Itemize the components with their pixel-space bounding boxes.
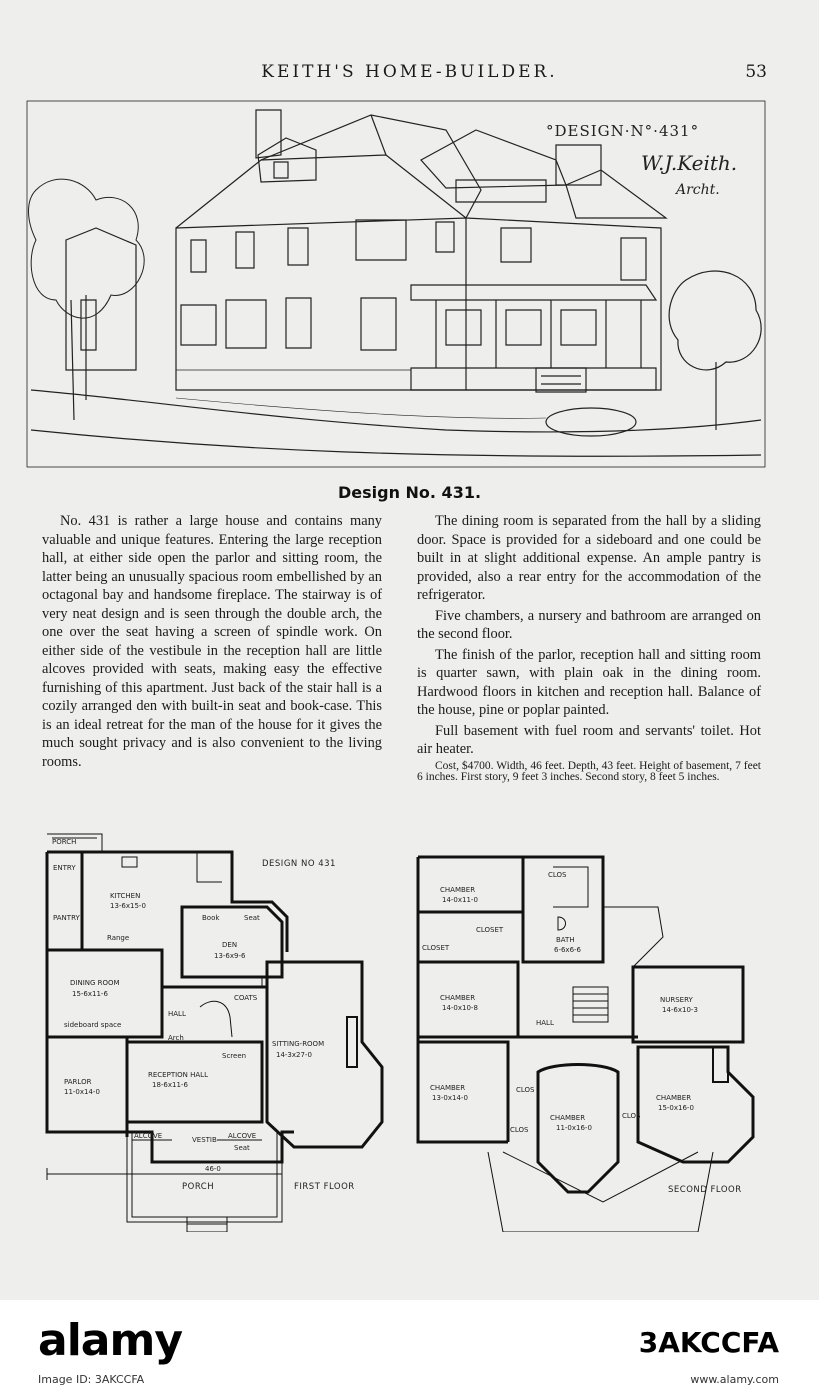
- arch-label: Arch: [168, 1034, 184, 1042]
- vestibule-label: VESTIB: [192, 1136, 217, 1144]
- den-label: DEN: [222, 941, 238, 949]
- bath-dimensions: 6-6x6-6: [554, 946, 582, 954]
- parlor-label: PARLOR: [64, 1078, 92, 1086]
- book-label: Book: [202, 914, 220, 922]
- chamber1-label: CHAMBER: [440, 886, 476, 894]
- chambers-paragraph: Five chambers, a nursery and bathroom are arranged on the second floor.: [417, 607, 761, 642]
- finish-paragraph: The finish of the parlor, reception hall and sitting room is quarter sawn, with plain oak in the dining room. Hardwood floors in kitchen and reception hall. Balance of the house, pine or poplar painted.: [417, 646, 761, 718]
- screen-label: Screen: [222, 1052, 247, 1060]
- alamy-logo: alamy: [38, 1315, 182, 1366]
- clos-c-label: CLOS: [622, 1112, 641, 1120]
- design-heading: Design No. 431.: [337, 483, 482, 502]
- front-porch-label: PORCH: [182, 1182, 215, 1192]
- kitchen-label: KITCHEN: [110, 892, 141, 900]
- design-caption: °DESIGN·N°·431°: [546, 122, 700, 140]
- kitchen-dimensions: 13-6x15-0: [110, 902, 146, 910]
- coats-label: COATS: [234, 994, 258, 1002]
- second-floor-plan: [408, 822, 788, 1232]
- house-illustration: [26, 100, 766, 468]
- architect-title: Archt.: [676, 182, 720, 198]
- range-label: Range: [107, 934, 130, 942]
- closet-left-label: CLOSET: [422, 944, 450, 952]
- architect-signature: W.J.Keith.: [641, 151, 738, 175]
- first-floor-plan: [22, 822, 392, 1232]
- nursery-dimensions: 14-6x10-3: [662, 1006, 698, 1014]
- chamber2-dimensions: 14-0x10-8: [442, 1004, 478, 1012]
- page-header: [0, 62, 819, 86]
- chamber2-label: CHAMBER: [440, 994, 476, 1002]
- closet-label: CLOSET: [476, 926, 504, 934]
- chamber3-dimensions: 13-0x14-0: [432, 1094, 468, 1102]
- bath-label: BATH: [556, 936, 575, 944]
- hall-label: HALL: [168, 1010, 186, 1018]
- dining-paragraph: The dining room is separated from the hall by a sliding door. Space is provided for a sideboard and one could be built in at slight additional expense. An ample pantry is provided, also a rear entry for the accommodation of the refrigerator.: [417, 513, 761, 603]
- site-url: www.alamy.com: [690, 1373, 779, 1386]
- image-code: 3AKCCFA: [638, 1326, 779, 1359]
- rear-porch-label: PORCH: [52, 838, 77, 846]
- chamber4-label: CHAMBER: [550, 1114, 586, 1122]
- page-number: 53: [745, 62, 767, 82]
- reception-hall-dimensions: 18-6x11-6: [152, 1081, 188, 1089]
- chamber4-dimensions: 11-0x16-0: [556, 1124, 592, 1132]
- sitting-room-label: SITTING-ROOM: [272, 1040, 325, 1048]
- chamber1-dimensions: 14-0x11-0: [442, 896, 478, 904]
- clos-b-label: CLOS: [510, 1126, 529, 1134]
- clos-top-label: CLOS: [548, 871, 567, 879]
- description-paragraph: No. 431 is rather a large house and contains many valuable and unique features. Entering the large reception hall, at either side open the parlor and sitting room, the latter being an unusually spacious room embellished by an octagonal bay and handsome fireplace. The stairway is of very neat design and is seen through the double arch, the one over the seat having a screen of spindle work. On either side of the vestibule in the reception hall are little alcoves provided with seats, making easy the effective furnishing of this apartment. Just back of the stair hall is a cozily arranged den with built-in seat and book-case. This is an ideal retreat for the man of the house for it gives the much sought privacy and is also convenient to the living rooms.: [42, 513, 382, 770]
- dining-room-label: DINING ROOM: [70, 979, 120, 987]
- first-floor-label: FIRST FLOOR: [294, 1182, 355, 1192]
- hall-label: HALL: [536, 1019, 554, 1027]
- dining-room-dimensions: 15-6x11-6: [72, 990, 108, 998]
- description-left-column: [42, 512, 382, 771]
- parlor-dimensions: 11-0x14-0: [64, 1088, 100, 1096]
- reception-hall-label: RECEPTION HALL: [148, 1071, 208, 1079]
- den-seat-label: Seat: [244, 914, 260, 922]
- alcove-left-label: ALCOVE: [134, 1132, 163, 1140]
- entry-label: ENTRY: [53, 864, 76, 872]
- second-floor-label: SECOND FLOOR: [668, 1185, 742, 1195]
- first-floor-title: DESIGN NO 431: [262, 859, 336, 869]
- alcove-right-label: ALCOVE: [228, 1132, 257, 1140]
- chamber3-label: CHAMBER: [430, 1084, 466, 1092]
- den-dimensions: 13-6x9-6: [214, 952, 246, 960]
- chamber5-label: CHAMBER: [656, 1094, 692, 1102]
- pantry-label: PANTRY: [53, 914, 80, 922]
- chamber5-dimensions: 15-0x16-0: [658, 1104, 694, 1112]
- cost-note: Cost, $4700. Width, 46 feet. Depth, 43 feet. Height of basement, 7 feet 6 inches. First story, 9 feet 3 inches. Second story, 8 feet 5 inches.: [417, 759, 761, 783]
- running-title: KEITH'S HOME-BUILDER.: [261, 62, 558, 82]
- sitting-room-dimensions: 14-3x27-0: [276, 1051, 312, 1059]
- width-dimension: 46-0: [205, 1165, 221, 1173]
- clos-a-label: CLOS: [516, 1086, 535, 1094]
- description-right-column: [417, 512, 761, 784]
- basement-paragraph: Full basement with fuel room and servants' toilet. Hot air heater.: [417, 722, 761, 757]
- sideboard-label: sideboard space: [64, 1021, 122, 1029]
- image-id-label: Image ID: 3AKCCFA: [38, 1373, 145, 1386]
- nursery-label: NURSERY: [660, 996, 693, 1004]
- alcove-seat-label: Seat: [234, 1144, 250, 1152]
